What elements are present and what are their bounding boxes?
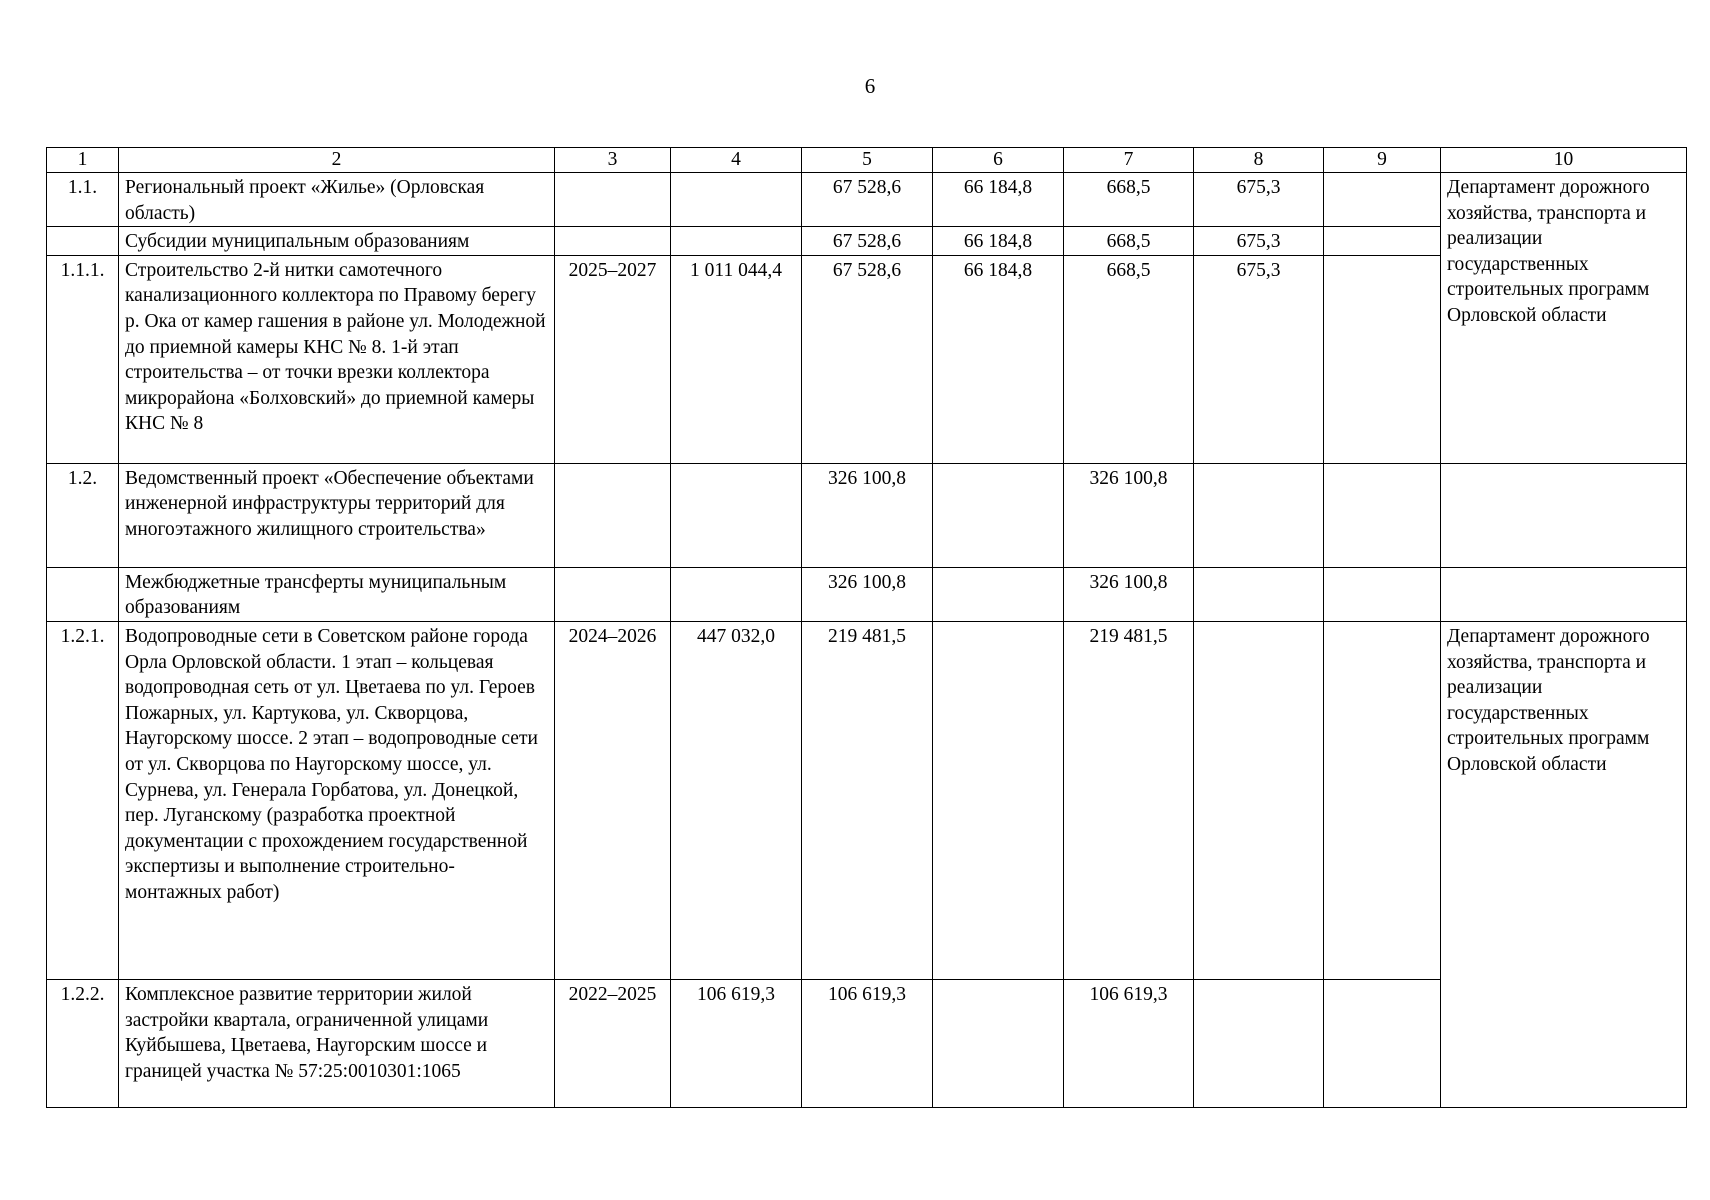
row-col5: 219 481,5	[802, 621, 933, 979]
column-header: 8	[1194, 148, 1324, 173]
responsible-department	[1441, 567, 1687, 621]
row-name: Субсидии муниципальным образованиям	[119, 227, 555, 256]
row-name: Водопроводные сети в Советском районе города Орла Орловской области. 1 этап – кольцевая водопроводная сеть от ул. Цветаева по ул. Героев Пожарных, ул. Картукова, ул. Скворцова, Наугорскому шоссе. 2 этап – водопроводные сети от ул. Скворцова по Наугорскому шоссе, ул. Сурнева, ул. Генерала Горбатова, ул. Донецкой, пер. Луганскому (разработка проектной документации с прохождением государственной экспертизы и выполнение строительно-монтажных работ)	[119, 621, 555, 979]
row-col7: 668,5	[1064, 173, 1194, 227]
row-cost: 1 011 044,4	[671, 255, 802, 463]
row-col8	[1194, 567, 1324, 621]
row-number: 1.1.	[47, 173, 119, 227]
column-header: 1	[47, 148, 119, 173]
row-col7: 106 619,3	[1064, 979, 1194, 1107]
row-col9	[1324, 173, 1441, 227]
row-cost: 106 619,3	[671, 979, 802, 1107]
row-col7: 219 481,5	[1064, 621, 1194, 979]
table-row	[47, 621, 1687, 979]
row-cost	[671, 173, 802, 227]
row-col6	[933, 621, 1064, 979]
column-header: 2	[119, 148, 555, 173]
row-name: Ведомственный проект «Обеспечение объектами инженерной инфраструктуры территорий для многоэтажного жилищного строительства»	[119, 463, 555, 567]
row-number: 1.2.	[47, 463, 119, 567]
row-period	[555, 567, 671, 621]
column-header: 3	[555, 148, 671, 173]
row-col6	[933, 979, 1064, 1107]
row-col5: 326 100,8	[802, 463, 933, 567]
row-name: Региональный проект «Жилье» (Орловская область)	[119, 173, 555, 227]
row-col9	[1324, 255, 1441, 463]
row-col8	[1194, 621, 1324, 979]
row-col8: 675,3	[1194, 173, 1324, 227]
row-col9	[1324, 227, 1441, 256]
row-number: 1.2.1.	[47, 621, 119, 979]
row-col5: 326 100,8	[802, 567, 933, 621]
row-col6: 66 184,8	[933, 255, 1064, 463]
row-col7: 326 100,8	[1064, 463, 1194, 567]
row-number	[47, 227, 119, 256]
row-col5: 106 619,3	[802, 979, 933, 1107]
row-col6	[933, 463, 1064, 567]
row-col6	[933, 567, 1064, 621]
column-header: 7	[1064, 148, 1194, 173]
row-number: 1.1.1.	[47, 255, 119, 463]
table-row	[47, 567, 1687, 621]
row-col7: 326 100,8	[1064, 567, 1194, 621]
row-col8: 675,3	[1194, 227, 1324, 256]
row-col9	[1324, 979, 1441, 1107]
column-header: 9	[1324, 148, 1441, 173]
row-number	[47, 567, 119, 621]
table-row	[47, 463, 1687, 567]
responsible-department	[1441, 463, 1687, 567]
row-name: Строительство 2-й нитки самотечного канализационного коллектора по Правому берегу р. Ока от камер гашения в районе ул. Молодежной до приемной камеры КНС № 8. 1-й этап строительства – от точки врезки коллектора микрорайона «Болховский» до приемной камеры КНС № 8	[119, 255, 555, 463]
row-period: 2022–2025	[555, 979, 671, 1107]
row-period	[555, 227, 671, 256]
responsible-department: Департамент дорожного хозяйства, транспорта и реализации государственных строительных программ Орловской области	[1441, 621, 1687, 1107]
row-col9	[1324, 463, 1441, 567]
row-col9	[1324, 567, 1441, 621]
row-col5: 67 528,6	[802, 255, 933, 463]
row-cost: 447 032,0	[671, 621, 802, 979]
row-cost	[671, 463, 802, 567]
column-header: 5	[802, 148, 933, 173]
row-name: Комплексное развитие территории жилой застройки квартала, ограниченной улицами Куйбышева, Цветаева, Наугорским шоссе и границей участка № 57:25:0010301:1065	[119, 979, 555, 1107]
row-col5: 67 528,6	[802, 227, 933, 256]
row-col8: 675,3	[1194, 255, 1324, 463]
responsible-department: Департамент дорожного хозяйства, транспорта и реализации государственных строительных программ Орловской области	[1441, 173, 1687, 464]
row-col5: 67 528,6	[802, 173, 933, 227]
row-number: 1.2.2.	[47, 979, 119, 1107]
row-col9	[1324, 621, 1441, 979]
budget-table	[46, 147, 1687, 1108]
row-cost	[671, 227, 802, 256]
table-header-row	[47, 148, 1687, 173]
table-row	[47, 173, 1687, 227]
row-col7: 668,5	[1064, 227, 1194, 256]
row-period: 2024–2026	[555, 621, 671, 979]
column-header: 6	[933, 148, 1064, 173]
row-period: 2025–2027	[555, 255, 671, 463]
row-col8	[1194, 979, 1324, 1107]
row-col7: 668,5	[1064, 255, 1194, 463]
column-header: 10	[1441, 148, 1687, 173]
row-cost	[671, 567, 802, 621]
row-col6: 66 184,8	[933, 173, 1064, 227]
row-col8	[1194, 463, 1324, 567]
column-header: 4	[671, 148, 802, 173]
row-col6: 66 184,8	[933, 227, 1064, 256]
row-period	[555, 463, 671, 567]
row-name: Межбюджетные трансферты муниципальным образованиям	[119, 567, 555, 621]
row-period	[555, 173, 671, 227]
page-number: 6	[864, 74, 876, 98]
